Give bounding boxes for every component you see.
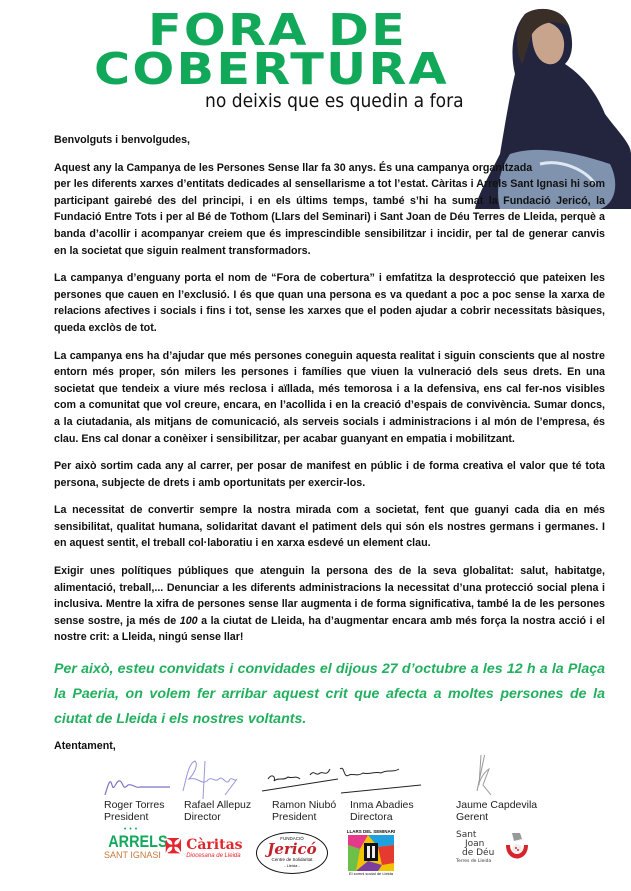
campaign-title-line2: COBERTURA xyxy=(94,44,449,95)
sant-joan-de-deu-logo xyxy=(456,831,536,875)
sjd-line3: de Déu xyxy=(462,847,495,858)
paragraph-3: La campanya ens ha d’ajudar que més persones coneguin aquesta realitat i siguin conscients que al nostre entorn més proper, són milers les persones i famílies que viuen la vulneració dels seus drets. En una societat que tendeix a viure més reclosa i aïllada, més temorosa i a la defensiva, ens cal fer-nos visibles com a comunitat que vol creure, encara, en l’acollida i en la creació d’espais de convivència. Sumar doncs, a la ciutadania, als mitjans de comunicació, als serveis socials i administracions i al món de l’empresa, és clau. Ens cal donar a conèixer i sensibilitzar, per acabar guanyant en empatia i mobilitzant. xyxy=(54,349,605,445)
campaign-title-line1: FORA DE xyxy=(148,5,408,56)
caritas-cross-icon: ✠ xyxy=(165,835,182,858)
homeless-count: 100 xyxy=(179,614,198,627)
greeting: Benvolguts i benvolgudes, xyxy=(54,134,190,146)
signature-inma-abadies xyxy=(335,755,445,799)
signatory-name: Roger Torres xyxy=(104,798,165,811)
caritas-name: Càritas xyxy=(186,836,243,853)
llars-title: LLARS DEL SEMINARI xyxy=(346,828,396,834)
paragraph-6 xyxy=(54,563,605,646)
arrels-logo xyxy=(104,825,168,860)
campaign-subtitle: no deixis que es quedin a fora xyxy=(205,90,464,112)
llars-tagline: El somni social de Lleida xyxy=(348,870,394,876)
paragraph-5: La necessitat de convertir sempre la nostra mirada com a societat, fent que guanyi cada dia en més sensibilitat, qualitat humana, solidaritat davant el patiment dels qui són els nostres germans i germanes. I en aquest sentit, el treball col·laboratiu i en xarxa esdevé un element clau. xyxy=(54,504,605,550)
signatory-name: Ramon Niubó xyxy=(272,798,337,811)
arrels-dots-icon: ••• xyxy=(123,825,141,833)
sjd-line2: Joan xyxy=(465,838,485,849)
paragraph-2: La campanya d’enguany porta el nom de “Fora de cobertura” i emfatitza la desprotecció que pateixen les persones que cauen en l’exclusió. I és que quan una persona es va quedant a poc a poc sense la xarxa de relacions afectives i socials i fins i tot, sense les xarxes que el poden ajudar a cobrir necessitats bàsiques, queda exclòs de tot. xyxy=(54,272,605,334)
signatory-role: Directora xyxy=(350,810,393,823)
signatory-5 xyxy=(456,799,537,823)
signatory-2 xyxy=(184,799,251,823)
letter-body xyxy=(54,132,605,883)
signatory-role: President xyxy=(272,810,317,823)
signatory-role: President xyxy=(104,810,149,823)
signatory-4 xyxy=(350,799,414,823)
signatory-name: Inma Abadies xyxy=(350,798,414,811)
signatory-name: Jaume Capdevila xyxy=(456,798,538,811)
jerico-subtitle: Centre de Solidaritat xyxy=(271,856,313,862)
invitation: Per això, esteu convidats i convidades el dijous 27 d’octubre a les 12 h a la Plaça la Paeria, on volem fer arribar aquest crit que afecta a moltes persones de la ciutat de Lleida i els nostres voltants. xyxy=(54,661,605,728)
jerico-top: FUNDACIÓ xyxy=(280,835,304,841)
paragraph-6-text-a: Exigir unes polítiques públiques que atenguin la persona des de la seva globalitat: salut, habitatge, alimentació, treball,... Denunciar a les diferents administracions la necessitat d’una protecció social plena i inclusiva. Mentre la xifra de persones sense llar augmenta i de forma significativa, també la de les persones sense sostre, ja més de xyxy=(54,565,605,627)
sjd-line1: Sant xyxy=(456,829,477,840)
caritas-subtitle: Diocesana de Lleida xyxy=(186,852,241,859)
signatures-and-logos xyxy=(54,755,605,883)
jerico-name: Jericó xyxy=(267,839,317,858)
signature-jaume-capdevila xyxy=(455,755,565,799)
arrels-subtitle: SANT IGNASI xyxy=(104,849,161,860)
closing: Atentament, xyxy=(54,740,116,753)
pomegranate-icon xyxy=(502,831,532,869)
paragraph-4: Per això sortim cada any al carrer, per posar de manifest en públic i de forma creativa el valor que té tota persona, subjecte de drets i amb oportunitats per exercir-los. xyxy=(54,460,605,489)
paragraph-6-text-b: a la ciutat de Lleida, ha d’augmentar encara amb més força la nostra acció i el nostre crit: a Lleida, ningú sense llar! xyxy=(54,614,605,644)
sjd-line4: Terres de Lleida xyxy=(456,858,492,864)
paragraph-1-body: per les diferents xarxes d’entitats dedicades al sensellarisme a tot l’estat. Càritas i Arrels Sant Ignasi hi som participant gairebé des del principi, i en els últims temps, també s’hi ha sumat la Fundació Jericó, la Fundació Entre Tots i per al Bé de Tothom (Llars del Seminari) i Sant Joan de Déu Terres de Lleida, perquè a banda d’acollir i acompanyar creiem que és imprescindible sensibilitzar i incidir, per tal de generar canvis en la societat que siguin realment transformadors. xyxy=(54,178,605,257)
jerico-logo xyxy=(256,832,328,874)
signatory-3 xyxy=(272,799,336,823)
signatory-name: Rafael Allepuz xyxy=(184,798,252,811)
signatory-role: Gerent xyxy=(456,810,489,823)
jerico-city: - Lleida - xyxy=(284,862,300,868)
paragraph-1 xyxy=(54,160,605,260)
llars-seminari-logo xyxy=(346,829,396,876)
arrels-name: ARRELS xyxy=(108,831,168,851)
caritas-logo xyxy=(165,835,243,860)
paragraph-1-first-line: Aquest any la Campanya de les Persones Sense llar fa 30 anys. És una campanya organitzada xyxy=(54,161,533,174)
signatory-role: Director xyxy=(184,810,221,823)
llars-mosaic-image xyxy=(348,835,394,871)
signatory-1 xyxy=(104,799,165,823)
